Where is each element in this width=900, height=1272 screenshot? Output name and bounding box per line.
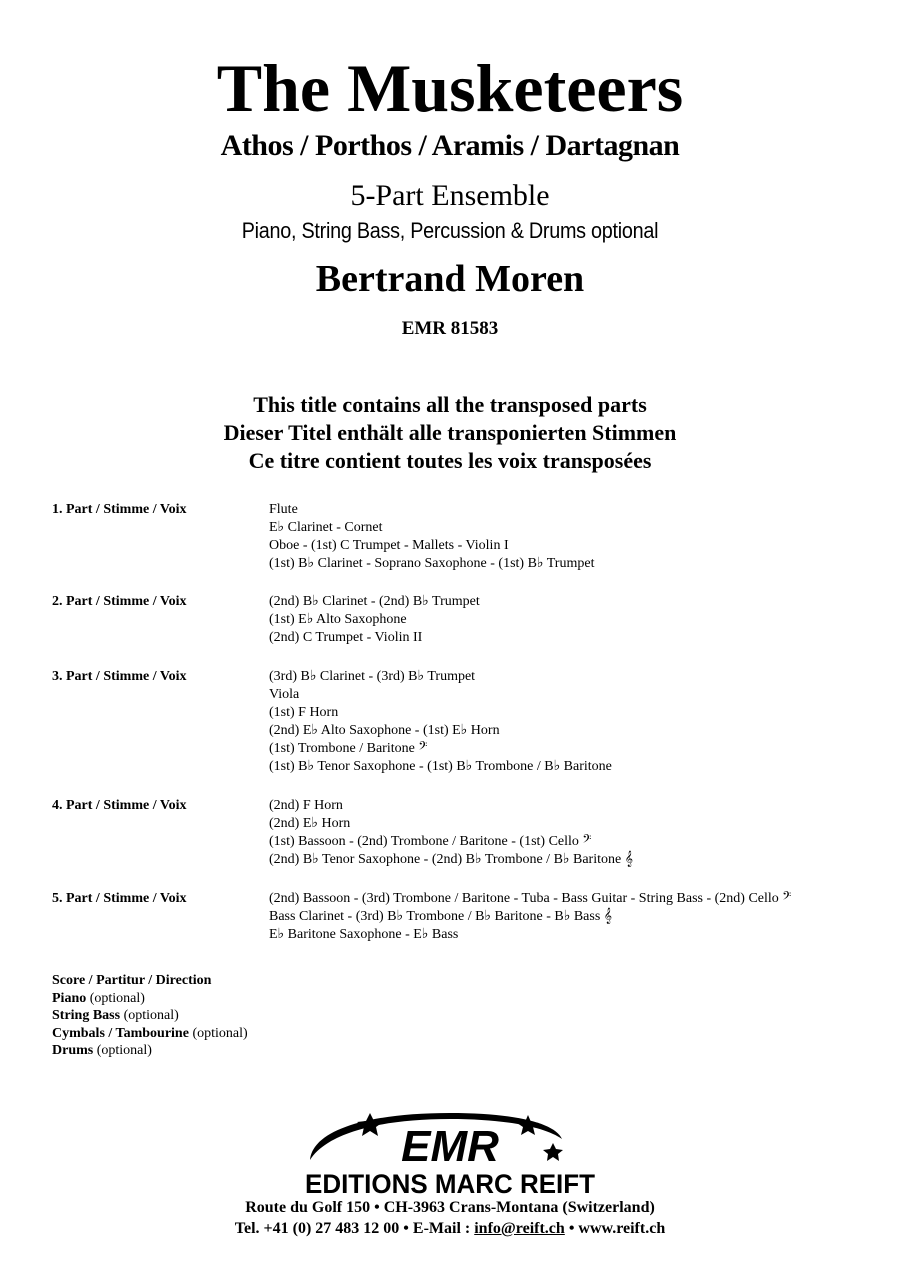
part-instruments <box>269 797 633 869</box>
part-label: 2. Part / Stimme / Voix <box>52 594 187 609</box>
instrument-line: (2nd) C Trumpet - Violin II <box>269 630 423 645</box>
part-label: 5. Part / Stimme / Voix <box>52 891 187 906</box>
extra-part-name: String Bass <box>52 1008 121 1023</box>
logo-star-icon <box>357 1113 383 1136</box>
email-link[interactable]: info@reift.ch <box>474 1220 565 1237</box>
extra-parts-list <box>52 972 248 1060</box>
contact-phone: Tel. +41 (0) 27 483 12 00 • E-Mail : <box>234 1220 475 1237</box>
catalog-number: EMR 81583 <box>401 318 499 339</box>
instrument-line: Flute <box>269 502 298 517</box>
extra-part-name: Drums <box>52 1043 94 1058</box>
instrument-line: (1st) F Horn <box>269 705 339 720</box>
extra-part <box>52 1042 248 1060</box>
instrument-line: E♭ Baritone Saxophone - E♭ Bass <box>269 927 459 942</box>
instrument-line: (3rd) B♭ Clarinet - (3rd) B♭ Trumpet <box>269 669 476 684</box>
instrument-line: (1st) Bassoon - (2nd) Trombone / Baritone - (1st) Cello 𝄢 <box>269 834 592 849</box>
logo-star-icon <box>517 1115 539 1135</box>
instrument-line: (1st) B♭ Tenor Saxophone - (1st) B♭ Trombone / B♭ Baritone <box>269 759 612 774</box>
notice-french: Ce titre contient toutes les voix transposées <box>248 448 652 473</box>
instrument-line: E♭ Clarinet - Cornet <box>269 520 383 535</box>
ensemble-type: 5-Part Ensemble <box>350 179 550 212</box>
part-instruments <box>269 890 791 944</box>
extra-part-note: (optional) <box>123 1008 179 1023</box>
publisher-name: EDITIONS MARC REIFT <box>305 1169 596 1197</box>
contact-website[interactable]: • www.reift.ch <box>564 1220 666 1237</box>
extra-part <box>52 1025 248 1043</box>
instrument-line: (1st) E♭ Alto Saxophone <box>269 612 407 627</box>
subtitle: Athos / Porthos / Aramis / Dartagnan <box>220 129 680 162</box>
logo-mark: EMR <box>401 1122 499 1171</box>
instrument-line: (1st) B♭ Clarinet - Soprano Saxophone - (1st) B♭ Trumpet <box>269 556 595 571</box>
instrument-line: (2nd) E♭ Alto Saxophone - (1st) E♭ Horn <box>269 723 500 738</box>
instrument-line: (1st) Trombone / Baritone 𝄢 <box>269 741 428 756</box>
instrument-line: Oboe - (1st) C Trumpet - Mallets - Violin I <box>269 538 509 553</box>
extra-part <box>52 1007 248 1025</box>
extra-part <box>52 990 248 1008</box>
publisher-logo <box>300 1105 600 1197</box>
instrument-line: Bass Clarinet - (3rd) B♭ Trombone / B♭ Baritone - B♭ Bass 𝄞 <box>269 909 613 924</box>
part-instruments <box>269 593 480 647</box>
publisher-contact <box>0 1219 900 1239</box>
instrument-line: (2nd) E♭ Horn <box>269 816 351 831</box>
extra-part-note: (optional) <box>192 1025 248 1041</box>
composer-name: Bertrand Moren <box>315 258 585 300</box>
page-title: The Musketeers <box>216 50 684 126</box>
extra-part <box>52 972 248 990</box>
instrument-line: Viola <box>269 687 300 702</box>
extra-part-note: (optional) <box>89 990 145 1006</box>
logo-star-icon <box>543 1143 563 1161</box>
part-instruments <box>269 668 612 776</box>
optional-instruments: Piano, String Bass, Percussion & Drums optional <box>241 218 659 243</box>
instrument-line: (2nd) Bassoon - (3rd) Trombone / Baritone - Tuba - Bass Guitar - String Bass - (2nd) Cello 𝄢 <box>269 891 792 906</box>
part-instruments <box>269 501 594 573</box>
part-label: 3. Part / Stimme / Voix <box>52 669 187 684</box>
instrument-line: (2nd) F Horn <box>269 798 343 813</box>
extra-part-note: (optional) <box>96 1043 152 1058</box>
extra-part-name: Score / Partitur / Direction <box>52 973 212 988</box>
extra-part-name: Piano <box>52 990 87 1006</box>
instrument-line: (2nd) B♭ Tenor Saxophone - (2nd) B♭ Trombone / B♭ Baritone 𝄞 <box>269 852 633 867</box>
notice-english: This title contains all the transposed parts <box>253 392 647 417</box>
notice-german: Dieser Titel enthält alle transponierten Stimmen <box>223 420 677 445</box>
part-label: 1. Part / Stimme / Voix <box>52 502 187 517</box>
publisher-address: Route du Golf 150 • CH-3963 Crans-Montana (Switzerland) <box>245 1199 655 1216</box>
instrument-line: (2nd) B♭ Clarinet - (2nd) B♭ Trumpet <box>269 594 480 609</box>
part-label: 4. Part / Stimme / Voix <box>52 798 187 813</box>
extra-part-name: Cymbals / Tambourine <box>52 1025 189 1041</box>
